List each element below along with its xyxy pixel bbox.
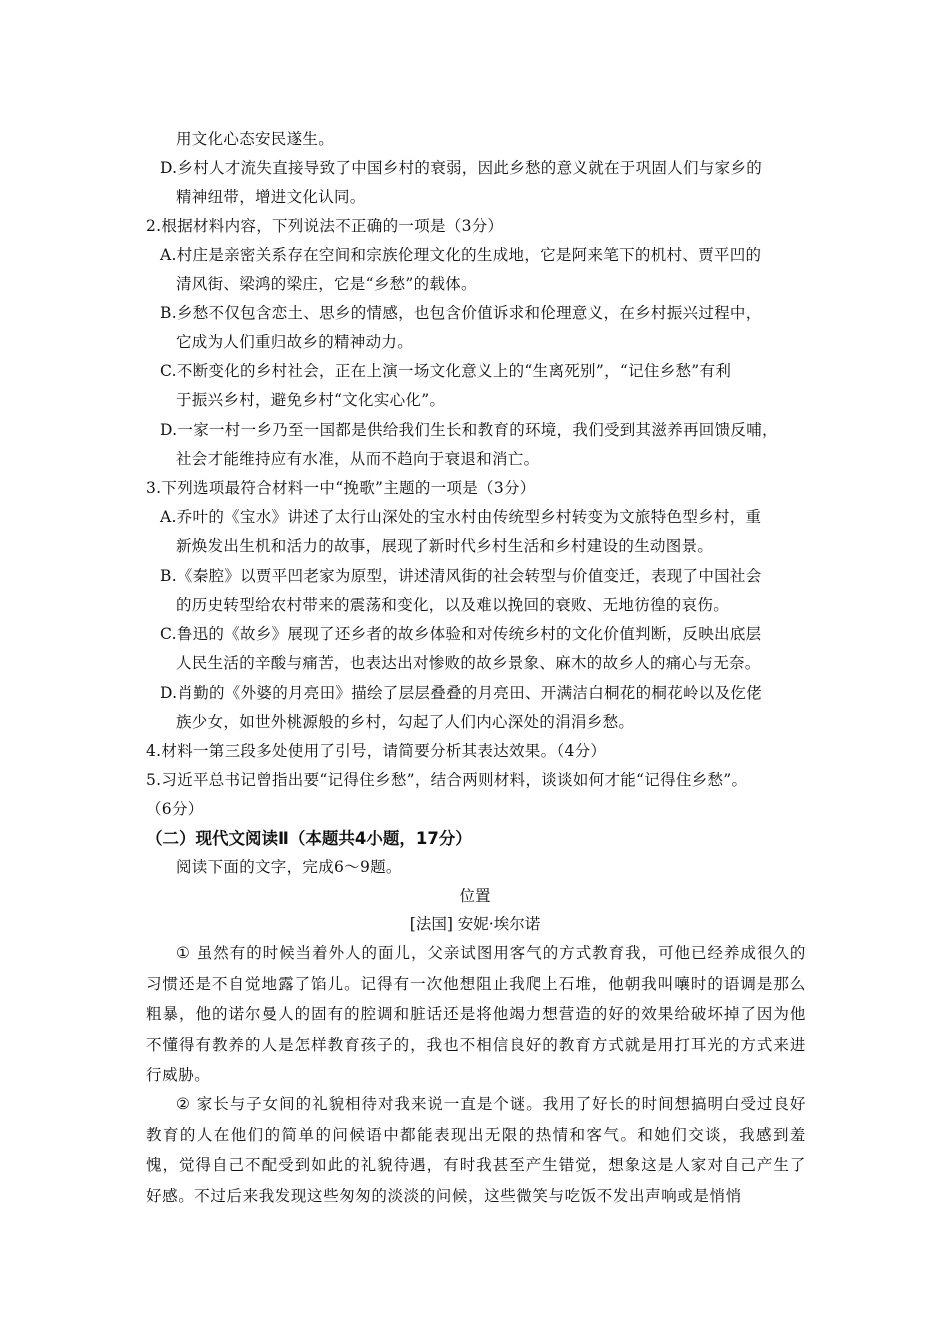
q2-option-c-line1: C.不断变化的乡村社会，正在上演一场文化意义上的“生离死别”，“记住乡愁”有利: [160, 362, 732, 380]
q3-option-a-line1: A.乔叶的《宝水》讲述了太行山深处的宝水村由传统型乡村转变为文旅特色型乡村，重: [160, 508, 762, 526]
q2-option-d-line1: D.一家一村一乡乃至一国都是供给我们生长和教育的环境，我们受到其滋养再回馈反哺，: [160, 421, 778, 439]
q2-option-b-line1: B.乡愁不仅包含恋土、思乡的情感，也包含价值诉求和伦理意义，在乡村振兴过程中，: [160, 304, 762, 322]
reading-instruction: 阅读下面的文字，完成6～9题。: [176, 858, 402, 876]
article-paragraph-1: ① 虽然有的时候当着外人的面儿，父亲试图用客气的方式教育我，可他已经养成很久的习惯还是不自觉地露了馅儿。记得有一次他想阻止我爬上石堆，他朝我叫嚷时的语调是那么粗暴，他的诺尔曼人的固有的腔调和脏话还是将他竭力想营造的好的效果给破坏掉了因为他不懂得有教养的人是怎样教育孩子的，我也不相信良好的教育方式就是用打耳光的方式来进行威胁。: [146, 944, 806, 1084]
q1-option-d-line1: D.乡村人才流失直接导致了中国乡村的衰弱，因此乡愁的意义就在于巩固人们与家乡的: [160, 159, 763, 177]
q3-option-d-line1: D.肖勤的《外婆的月亮田》描绘了层层叠叠的月亮田、开满洁白桐花的桐花岭以及仡佬: [160, 684, 763, 702]
q2-option-b-line2: 它成为人们重归故乡的精神动力。: [176, 333, 414, 351]
q2-stem: 2.根据材料内容，下列说法不正确的一项是（3分）: [146, 217, 504, 235]
section-heading: （二）现代文阅读Ⅱ（本题共4小题，17分）: [146, 829, 472, 848]
q4-stem: 4.材料一第三段多处使用了引号，请简要分析其表达效果。（4分）: [146, 742, 607, 760]
q3-stem: 3.下列选项最符合材料一中“挽歌”主题的一项是（3分）: [146, 479, 536, 497]
q1-option-d-line2: 精神纽带，增进文化认同。: [176, 188, 366, 206]
q2-option-a-line2: 清风街、梁鸿的梁庄，它是“乡愁”的载体。: [176, 275, 477, 293]
q2-option-d-line2: 社会才能维持应有水准，从而不趋向于衰退和消亡。: [176, 450, 540, 468]
q3-option-c-line2: 人民生活的辛酸与痛苦，也表达出对惨败的故乡景象、麻木的故乡人的痛心与无奈。: [176, 654, 761, 672]
q2-option-a-line1: A.村庄是亲密关系存在空间和宗族伦理文化的生成地，它是阿来笔下的机村、贾平凹的: [160, 246, 762, 264]
q1-option-c-line2: 用文化心态安民遂生。: [176, 130, 335, 148]
article-author: [法国] 安妮·埃尔诺: [409, 915, 541, 933]
q3-option-c-line1: C.鲁迅的《故乡》展现了还乡者的故乡体验和对传统乡村的文化价值判断，反映出底层: [160, 625, 762, 643]
q3-option-d-line2: 族少女，如世外桃源般的乡村，勾起了人们内心深处的涓涓乡愁。: [176, 713, 635, 731]
q5-stem-line1: 5.习近平总书记曾指出要“记得住乡愁”，结合两则材料，谈谈如何才能“记得住乡愁”。: [146, 771, 748, 789]
q5-stem-line2: （6分）: [146, 800, 204, 818]
q2-option-c-line2: 于振兴乡村，避免乡村“文化实心化”。: [176, 391, 446, 409]
q3-option-b-line2: 的历史转型给农村带来的震荡和变化，以及难以挽回的衰败、无地彷徨的哀伤。: [176, 596, 730, 614]
article-paragraph-2: ② 家长与子女间的礼貌相待对我来说一直是个谜。我用了好长的时间想搞明白受过良好教育的人在他们的简单的问候语中都能表现出无限的热情和客气。和她们交谈，我感到羞愧，觉得自己不配受到如此的礼貌待遇，有时我甚至产生错觉，想象这是人家对自己产生了好感。不过后来我发现这些匆匆的淡淡的问候，这些微笑与吃饭不发出声响或是悄悄: [146, 1095, 806, 1205]
q3-option-a-line2: 新焕发出生机和活力的故事，展现了新时代乡村生活和乡村建设的生动图景。: [176, 537, 714, 555]
q3-option-b-line1: B.《秦腔》以贾平凹老家为原型，讲述清风街的社会转型与价值变迁，表现了中国社会: [160, 567, 762, 585]
article-title: 位置: [459, 887, 491, 905]
